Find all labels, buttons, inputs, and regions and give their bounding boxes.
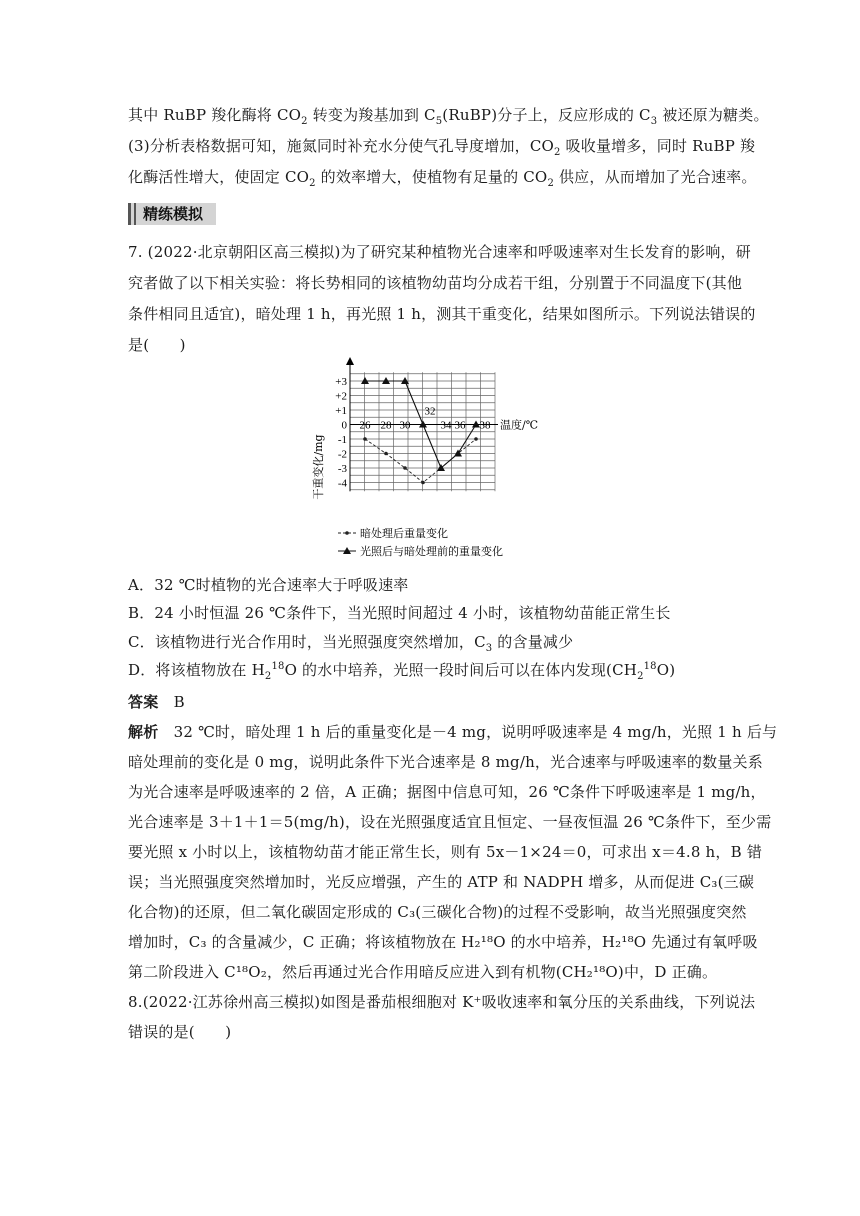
option-b: B．24 小时恒温 26 ℃条件下，当光照时间超过 4 小时，该植物幼苗能正常生长 (128, 604, 671, 622)
x-tick-label: 30 (399, 419, 411, 432)
section-tag-label: 精练模拟 (143, 205, 204, 223)
x-tick-label: 34 (440, 419, 452, 432)
x-tick-label-32: 32 (424, 405, 436, 418)
question-8-line: 错误的是( ) (128, 1023, 232, 1041)
chart-legend (338, 526, 503, 558)
legend-light-label: 光照后与暗处理前的重量变化 (360, 545, 503, 558)
y-axis-label: 干重变化/mg (312, 434, 325, 500)
x-tick-label: 26 (359, 419, 371, 432)
option-d: D．将该植物放在 $H_2^{18}O$ 的水中培养，光照一段时间后可以在体内发现$(CH_2^{18}O)$ (128, 661, 676, 682)
dry-weight-chart (310, 355, 550, 565)
series-dark-point (474, 437, 478, 441)
option-a: A．32 ℃时植物的光合速率大于呼吸速率 (128, 576, 409, 594)
question-7-line: 7. (2022·北京朝阳区高三模拟)为了研究某种植物光合速率和呼吸速率对生长发育的影响，研 (128, 243, 751, 261)
series-light-point (454, 450, 462, 457)
explanation-text: 32 ℃时，暗处理 1 h 后的重量变化是－4 mg，说明呼吸速率是 4 mg/h，光照 1 h 后与 (173, 723, 778, 741)
y-axis-arrow (346, 357, 354, 365)
y-tick-label: +1 (335, 405, 347, 417)
x-tick-label: 38 (479, 419, 491, 432)
question-7-line: 是( ) (128, 336, 186, 354)
explanation-line: 为光合速率是呼吸速率的 2 倍，A 正确；据图中信息可知，26 ℃条件下呼吸速率是 1 mg/h， (128, 783, 766, 801)
explanation-line (128, 722, 778, 742)
legend-dark-marker (345, 531, 349, 535)
explanation-line: 暗处理前的变化是 0 mg，说明此条件下光合速率是 8 mg/h，光合速率与呼吸速率的数量关系 (128, 753, 763, 771)
explanation-line: 化合物)的还原，但二氧化碳固定形成的 C₃(三碳化合物)的过程不受影响，故当光照强度突然 (128, 903, 747, 921)
series-dark-point (363, 437, 367, 441)
explanation-line: 误；当光照强度突然增加时，光反应增强，产生的 ATP 和 NADPH 增多，从而促进 C₃(三碳 (128, 873, 755, 891)
chart-grid (350, 372, 495, 491)
x-axis-label: 温度/℃ (500, 418, 539, 432)
option-c: C．该植物进行光合作用时，当光照强度突然增加，$C_3$ 的含量减少 (128, 633, 574, 654)
y-tick-label: -2 (337, 448, 347, 461)
series-dark-point (421, 481, 425, 485)
y-tick-label: -3 (337, 463, 347, 475)
explanation-line: 光合速率是 3＋1＋1＝5(mg/h)，设在光照强度适宜且恒定、一昼夜恒温 26 ℃条件下，至少需 (128, 813, 772, 831)
answer-value: B (173, 693, 185, 711)
text-line: (3)分析表格数据可知，施氮同时补充水分使气孔导度增加，$CO_2$ 吸收量增多，同时 RuBP 羧 (128, 137, 756, 158)
question-7-line: 条件相同且适宜)，暗处理 1 h，再光照 1 h，测其干重变化，结果如图所示。下列说法错误的 (128, 305, 756, 323)
series-dark-point (403, 466, 407, 470)
question-8-line: 8.(2022·江苏徐州高三模拟)如图是番茄根细胞对 K⁺吸收速率和氧分压的关系曲线，下列说法 (128, 993, 756, 1011)
answer-label: 答案 (128, 693, 159, 711)
explanation-label: 解析 (128, 723, 159, 741)
series-dark-point (384, 452, 388, 456)
explanation-line: 要光照 x 小时以上，该植物幼苗才能正常生长，则有 5x－1×24＝0，可求出 x＝4.8 h，B 错 (128, 843, 763, 861)
answer-line (128, 692, 738, 712)
text-line: 其中 RuBP 羧化酶将 $CO_2$ 转变为羧基加到 $C_5(RuBP)$分子上，反应形成的 $C_3$ 被还原为糖类。 (128, 106, 769, 127)
text-line: 化酶活性增大，使固定 $CO_2$ 的效率增大，使植物有足量的 $CO_2$ 供应，从而增加了光合速率。 (128, 168, 757, 189)
explanation-line: 第二阶段进入 C¹⁸O₂，然后再通过光合作用暗反应进入到有机物(CH₂¹⁸O)中，D 正确。 (128, 963, 718, 981)
y-tick-label: 0 (341, 419, 347, 432)
y-tick-label: +3 (335, 376, 347, 388)
section-tag (128, 203, 216, 225)
legend-dark-label: 暗处理后重量变化 (360, 527, 448, 540)
x-tick-label: 28 (380, 419, 392, 432)
y-tick-label: +2 (335, 390, 347, 403)
explanation-line: 增加时，C₃ 的含量减少，C 正确；将该植物放在 H₂¹⁸O 的水中培养，H₂¹⁸O 先通过有氧呼吸 (128, 933, 758, 951)
x-tick-label: 36 (454, 419, 466, 432)
y-tick-label: -1 (337, 434, 347, 446)
chart-tick-labels (311, 376, 538, 500)
y-tick-label: -4 (337, 477, 347, 490)
question-7-line: 究者做了以下相关实验：将长势相同的该植物幼苗均分成若干组，分别置于不同温度下(其他 (128, 274, 743, 292)
